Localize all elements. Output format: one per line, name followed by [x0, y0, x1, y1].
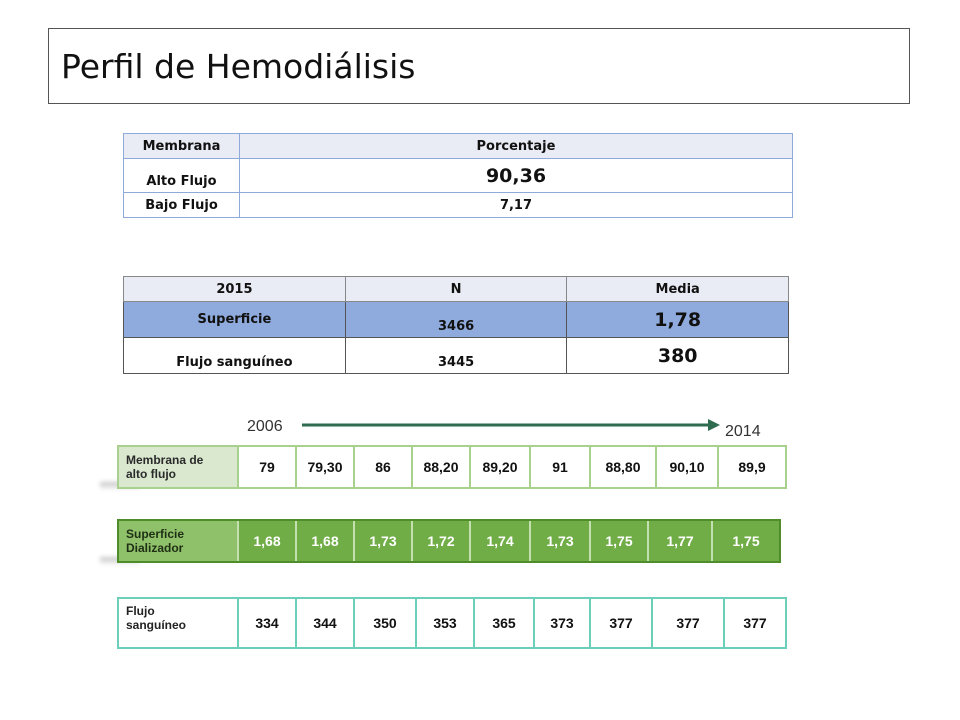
strip-value-cell: 90,10	[657, 447, 719, 487]
row-label: Superficie	[124, 302, 346, 338]
row-n: 3445	[345, 338, 567, 374]
row-n: 3466	[345, 302, 567, 338]
header-porcentaje: Porcentaje	[240, 134, 793, 159]
strip-value-cell: 1,73	[355, 521, 413, 561]
flujo-strip	[117, 597, 787, 649]
table-header-row	[124, 134, 793, 159]
strip-value-cell: 377	[653, 599, 725, 647]
timeline-arrow-icon	[300, 418, 722, 432]
timeline-end-year: 2014	[725, 423, 761, 440]
row-value: 90,36	[240, 159, 793, 193]
strip-value-cell: 1,68	[239, 521, 297, 561]
strip-value-cell: 334	[239, 599, 297, 647]
strip-value-cell: 91	[531, 447, 591, 487]
table-row	[124, 159, 793, 193]
table-row	[124, 193, 793, 218]
row-label: Bajo Flujo	[124, 193, 240, 218]
strip-value-cell: 1,75	[591, 521, 649, 561]
strip-label: Superficie Dializador	[119, 521, 239, 561]
header-year: 2015	[124, 277, 346, 302]
timeline-start-year: 2006	[247, 418, 283, 435]
strip-value-cell: 89,9	[719, 447, 785, 487]
strip-value-cell: 350	[355, 599, 417, 647]
membrana-strip	[117, 445, 787, 489]
strip-value-cell: 79,30	[297, 447, 355, 487]
header-media: Media	[567, 277, 789, 302]
superficie-strip	[117, 519, 781, 563]
row-value: 7,17	[240, 193, 793, 218]
row-label: Flujo sanguíneo	[124, 338, 346, 374]
row-label: Alto Flujo	[124, 159, 240, 193]
strip-value-cell: 377	[743, 615, 767, 631]
strip-value-cell: 377	[591, 599, 653, 647]
strip-value-cell: 353	[417, 599, 475, 647]
header-n: N	[345, 277, 567, 302]
strip-value-cell: 86	[355, 447, 413, 487]
strip-value-cell: 1,75	[732, 533, 760, 549]
superficie-flujo-table	[123, 276, 789, 374]
table-header-row	[124, 277, 789, 302]
strip-label: Flujo sanguíneo	[119, 599, 239, 647]
membrana-table	[123, 133, 793, 218]
table-row	[124, 302, 789, 338]
strip-value-cell: 1,73	[531, 521, 591, 561]
title-box	[48, 28, 910, 104]
strip-value-cell: 1,72	[413, 521, 471, 561]
strip-value-cell: 365	[475, 599, 535, 647]
strip-value-cell: 1,74	[471, 521, 531, 561]
strip-value-cell: 344	[297, 599, 355, 647]
strip-value-cell: 89,20	[471, 447, 531, 487]
strip-value-cell: 1,68	[297, 521, 355, 561]
strip-value-cell: 1,77	[649, 521, 713, 561]
header-membrana: Membrana	[124, 134, 240, 159]
row-media: 380	[567, 338, 789, 374]
strip-value-cell: 88,20	[413, 447, 471, 487]
strip-value-cell: 88,80	[591, 447, 657, 487]
strip-value-cell: 373	[535, 599, 591, 647]
page-title: Perfil de Hemodiálisis	[61, 46, 416, 86]
table-row	[124, 338, 789, 374]
strip-value-cell: 79	[239, 447, 297, 487]
strip-label: Membrana de alto flujo	[119, 447, 239, 487]
row-media: 1,78	[567, 302, 789, 338]
